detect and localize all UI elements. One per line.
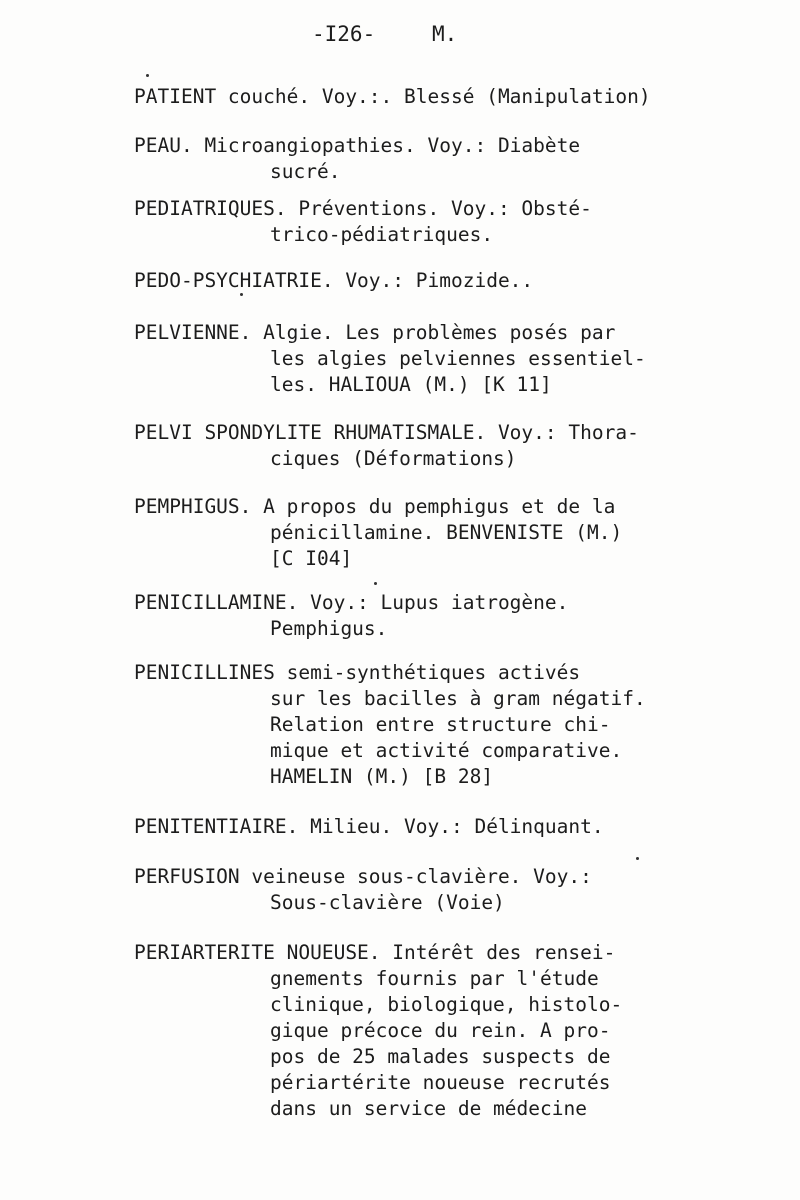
entry-continuation-line: les. HALIOUA (M.) [K 11] — [270, 373, 552, 396]
entry-heading-line: PENICILLINES semi-synthétiques activés — [134, 661, 581, 684]
entry-continuation-line: HAMELIN (M.) [B 28] — [270, 765, 494, 788]
entry-continuation-line: les algies pelviennes essentiel- — [270, 347, 646, 370]
entry-continuation-line: sur les bacilles à gram négatif. — [270, 687, 646, 710]
index-entry — [134, 268, 754, 294]
page-number: -I26- — [312, 22, 376, 46]
entry-heading-line: PEDO-PSYCHIATRIE. Voy.: Pimozide.. — [134, 269, 534, 292]
entry-heading-line: PENITENTIAIRE. Milieu. Voy.: Délinquant. — [134, 815, 604, 838]
index-entry — [134, 864, 754, 916]
entry-heading-line: PEDIATRIQUES. Préventions. Voy.: Obsté- — [134, 197, 592, 220]
entry-continuation-line: pénicillamine. BENVENISTE (M.) — [270, 521, 623, 544]
entry-heading-line: PATIENT couché. Voy.:. Blessé (Manipulation) — [134, 85, 651, 108]
ink-speck — [146, 74, 149, 77]
entry-continuation-line: trico-pédiatriques. — [270, 223, 494, 246]
index-entry — [134, 320, 754, 398]
entry-continuation-line: pos de 25 malades suspects de — [270, 1045, 611, 1068]
index-entry — [134, 590, 754, 642]
entry-heading-line: PERFUSION veineuse sous-clavière. Voy.: — [134, 865, 592, 888]
ink-speck — [374, 582, 377, 585]
entry-heading-line: PEMPHIGUS. A propos du pemphigus et de la — [134, 495, 616, 518]
index-entry — [134, 660, 754, 790]
entry-continuation-line: sucré. — [270, 160, 341, 183]
entry-continuation-line: dans un service de médecine — [270, 1097, 587, 1120]
entry-heading-line: PEAU. Microangiopathies. Voy.: Diabète — [134, 134, 581, 157]
entry-continuation-line: clinique, biologique, histolo- — [270, 993, 623, 1016]
entry-continuation-line: ciques (Déformations) — [270, 447, 517, 470]
entry-heading-line: PENICILLAMINE. Voy.: Lupus iatrogène. — [134, 591, 569, 614]
index-entry — [134, 84, 754, 110]
index-entry — [134, 494, 754, 572]
index-entry — [134, 133, 754, 185]
entry-continuation-line: mique et activité comparative. — [270, 739, 623, 762]
entry-continuation-line: Relation entre structure chi- — [270, 713, 611, 736]
index-entry — [134, 196, 754, 248]
section-letter: M. — [432, 22, 458, 46]
entry-continuation-line: gique précoce du rein. A pro- — [270, 1019, 611, 1042]
entry-continuation-line: gnements fournis par l'étude — [270, 967, 599, 990]
entry-continuation-line: Pemphigus. — [270, 617, 388, 640]
entry-continuation-line: périartérite noueuse recrutés — [270, 1071, 611, 1094]
index-entry — [134, 940, 754, 1122]
entry-heading-line: PERIARTERITE NOUEUSE. Intérêt des rensei- — [134, 941, 616, 964]
entry-heading-line: PELVIENNE. Algie. Les problèmes posés par — [134, 321, 616, 344]
index-entry — [134, 420, 754, 472]
entry-continuation-line: Sous-clavière (Voie) — [270, 891, 505, 914]
ink-speck — [636, 857, 639, 860]
entry-heading-line: PELVI SPONDYLITE RHUMATISMALE. Voy.: Thora- — [134, 421, 639, 444]
index-entry — [134, 814, 754, 840]
entry-continuation-line: [C I04] — [270, 547, 353, 570]
